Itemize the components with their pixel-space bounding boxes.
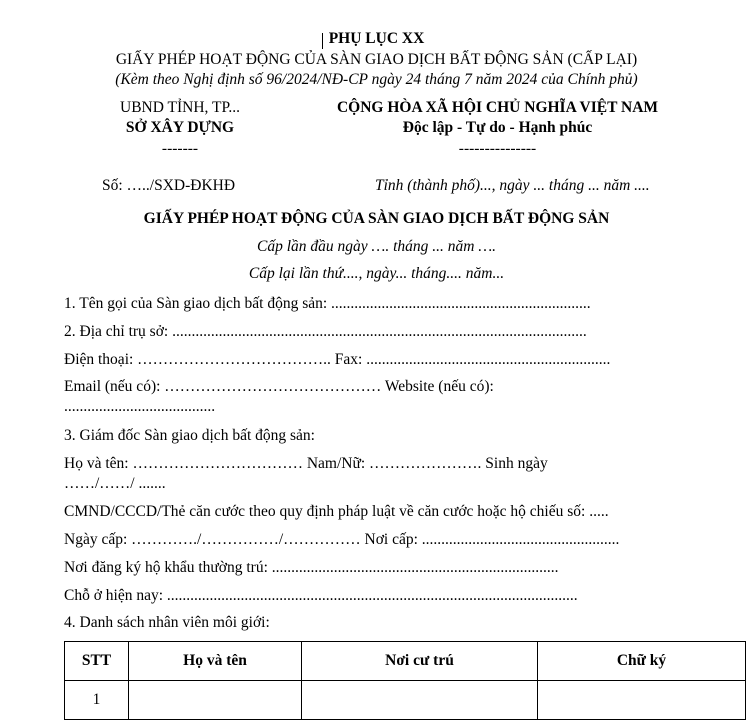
field-permanent-residence: Nơi đăng ký hộ khẩu thường trú: .......................................................................... [64,559,559,576]
field-phone-fax: Điện thoại: ……………………………….. Fax: ............................................................... [64,351,611,368]
field-date-of-birth: ……/……/ ....... [64,475,166,492]
field-issue-date-place: Ngày cấp: …………./……………/…………… Nơi cấp: ................................................... [64,531,620,548]
field-website-dots: ....................................... [64,398,216,415]
cell-residence [302,681,538,720]
broker-table [64,641,746,720]
cell-stt: 1 [65,681,129,720]
table-header-row [65,642,746,681]
field-head-office: 2. Địa chỉ trụ sở: ........................................................................................................... [64,323,587,340]
field-broker-list-heading: 4. Danh sách nhân viên môi giới: [64,614,270,631]
cell-name [129,681,302,720]
reissue-date: Cấp lại lần thứ...., ngày... tháng.... năm... [248,265,505,282]
department-name: SỞ XÂY DỰNG [125,119,235,136]
document-number: Số: …../SXD-ĐKHĐ [102,177,236,194]
field-current-residence: Chỗ ở hiện nay: .......................................................................................................... [64,587,578,604]
field-email-website: Email (nếu có): …………………………………… Website (nếu có): [64,378,494,395]
appendix-heading: PHỤ LỤC XX [328,30,425,47]
column-header-stt: STT [65,642,129,681]
national-motto: Độc lập - Tự do - Hạnh phúc [402,119,593,136]
column-header-signature: Chữ ký [538,642,746,681]
first-issue-date: Cấp lần đầu ngày …. tháng ... năm …. [257,238,496,255]
agency-name: UBND TỈNH, TP... [120,99,240,116]
field-id-number: CMND/CCCD/Thẻ căn cước theo quy định pháp luật về căn cước hoặc hộ chiếu số: ..... [64,503,609,520]
decree-note: (Kèm theo Nghị định số 96/2024/NĐ-CP ngày 24 tháng 7 năm 2024 của Chính phủ) [115,71,638,88]
cell-signature [538,681,746,720]
form-title: GIẤY PHÉP HOẠT ĐỘNG CỦA SÀN GIAO DỊCH BẤT ĐỘNG SẢN (CẤP LẠI) [115,51,638,68]
place-date: Tỉnh (thành phố)..., ngày ... tháng ... năm .... [375,177,650,194]
column-header-residence: Nơi cư trú [302,642,538,681]
republic-heading: CỘNG HÒA XÃ HỘI CHỦ NGHĨA VIỆT NAM [336,99,659,116]
field-exchange-name: 1. Tên gọi của Sàn giao dịch bất động sản: ................................................................... [64,295,591,312]
column-header-name: Họ và tên [129,642,302,681]
field-director-name: Họ và tên: …………………………… Nam/Nữ: …………………. Sinh ngày [64,455,548,472]
table-row [65,681,746,720]
left-divider: ------- [161,140,199,157]
field-director-heading: 3. Giám đốc Sàn giao dịch bất động sản: [64,427,315,444]
document-title: GIẤY PHÉP HOẠT ĐỘNG CỦA SÀN GIAO DỊCH BẤT ĐỘNG SẢN [143,210,610,227]
right-divider: --------------- [458,140,537,157]
